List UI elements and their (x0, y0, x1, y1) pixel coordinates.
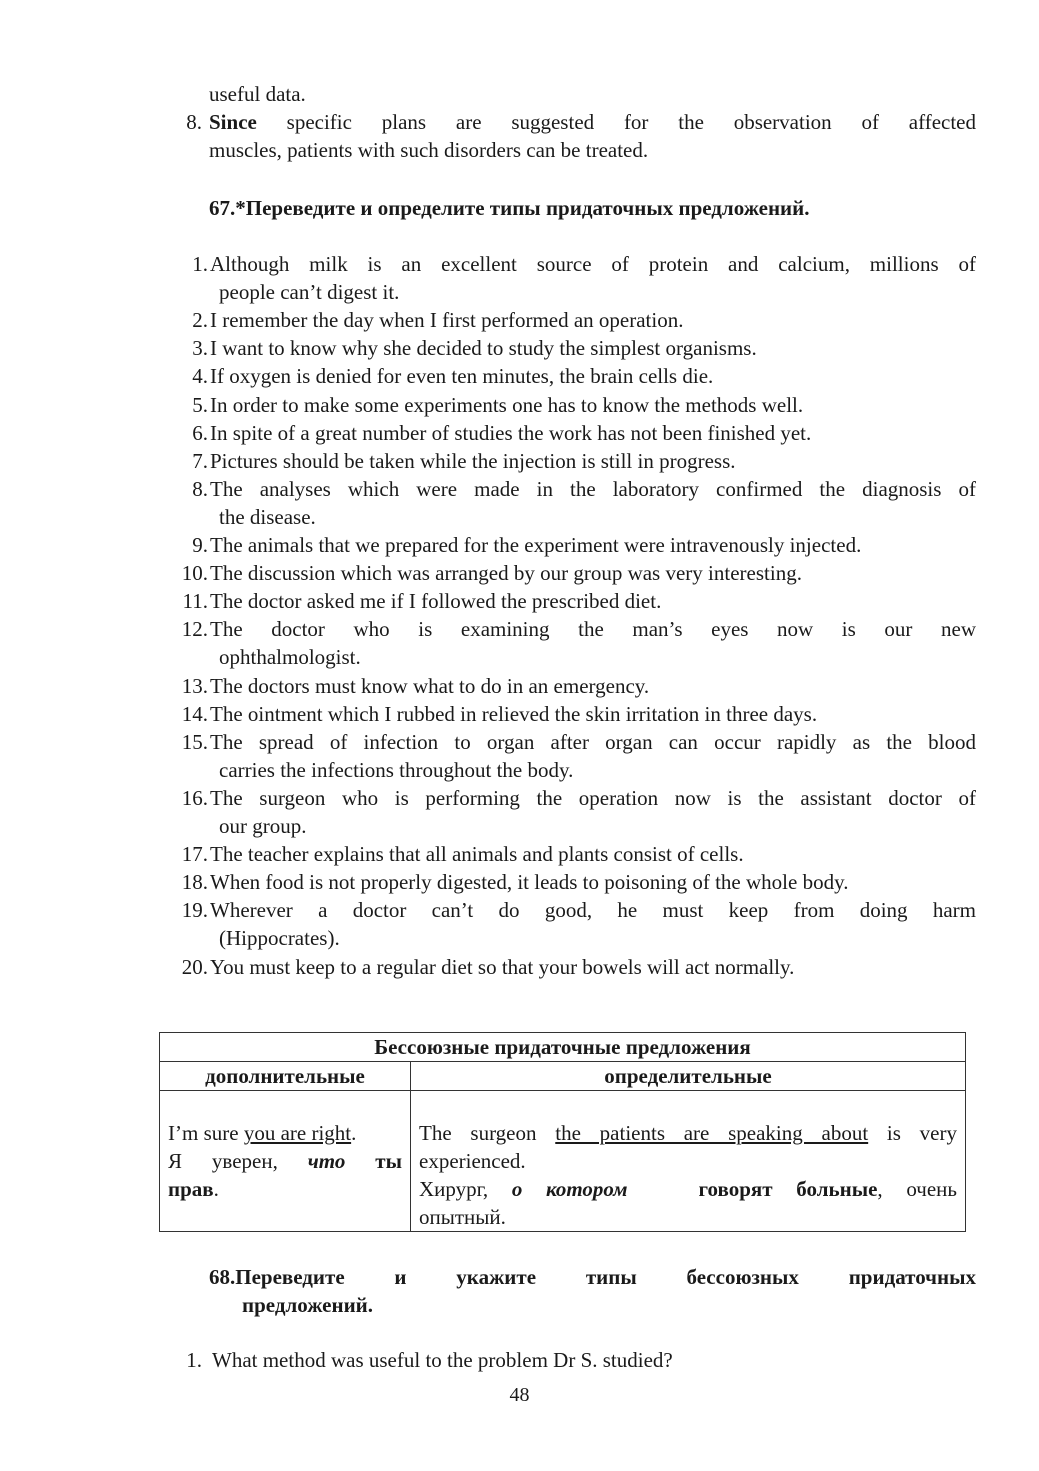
item-number: 16. (181, 785, 208, 810)
list-item-line: The animals that we prepared for the experiment were intravenously injected. (210, 533, 862, 557)
column-header: определительные (411, 1062, 966, 1091)
item-number: 8. (192, 476, 208, 501)
cell-line: опытный. (419, 1205, 506, 1229)
conjunction-word: что (307, 1149, 346, 1173)
item-number: 1. (186, 1348, 202, 1372)
list-item-line: The spread of infection to organ after organ can occur rapidly as the blood (210, 729, 976, 754)
exercise-heading: предложений. (242, 1293, 374, 1317)
item-number: 11. (182, 589, 208, 614)
list-item-line: When food is not properly digested, it leads to poisoning of the whole body. (210, 870, 849, 895)
list-item-line: What method was useful to the problem Dr S. studied? (212, 1348, 673, 1372)
list-item-line: Pictures should be taken while the injection is still in progress. (210, 448, 736, 473)
item-number: 3. (192, 336, 208, 361)
underlined-clause: the patients are speaking about (555, 1121, 869, 1145)
list-item-line (209, 108, 976, 136)
list-item-line: In order to make some experiments one has to know the methods well. (210, 392, 804, 417)
cell-text: , очень (877, 1177, 957, 1201)
list-item-line: The doctor asked me if I followed the prescribed diet. (210, 589, 662, 614)
item-number: 14. (181, 701, 208, 726)
cell-text: Хирург, (419, 1177, 512, 1201)
item-number: 9. (192, 533, 208, 557)
table-cell (160, 1091, 411, 1232)
cell-text: The surgeon (419, 1121, 556, 1145)
item-number: 17. (181, 842, 208, 867)
list-item-line: I remember the day when I first performed an operation. (210, 308, 684, 333)
item-number: 8. (186, 110, 202, 134)
page-number: 48 (509, 1384, 530, 1406)
list-item-line: In spite of a great number of studies the work has not been finished yet. (210, 420, 812, 445)
list-item-line: If oxygen is denied for even ten minutes, the brain cells die. (210, 364, 714, 389)
continuation-line: useful data. (209, 82, 306, 106)
list-item-line: ophthalmologist. (219, 645, 361, 670)
item-number: 15. (181, 729, 208, 754)
cell-line (419, 1119, 957, 1147)
cell-text: is very (868, 1121, 957, 1145)
cell-text: . (351, 1121, 357, 1145)
list-item-line: Although milk is an excellent source of protein and calcium, millions of (210, 252, 976, 276)
item-number: 13. (181, 673, 208, 698)
item-number: 4. (192, 364, 208, 389)
list-item-line: carries the infections throughout the body. (219, 757, 574, 782)
table-cell (411, 1091, 966, 1232)
cell-line (168, 1119, 402, 1147)
list-item-line: The teacher explains that all animals and plants consist of cells. (210, 842, 744, 867)
item-number: 2. (192, 308, 208, 333)
column-header: дополнительные (160, 1062, 411, 1091)
item-number: 7. (192, 448, 208, 473)
cell-text: ты (345, 1149, 402, 1173)
list-item-line: The doctor who is examining the man’s eyes now is our new (210, 617, 976, 642)
table-title: Бессоюзные придаточные предложения (160, 1033, 966, 1062)
list-item-line: The analyses which were made in the laboratory confirmed the diagnosis of (210, 476, 976, 501)
cell-text: прав (168, 1177, 214, 1201)
item-number: 12. (181, 617, 208, 642)
cell-line: experienced. (419, 1149, 526, 1173)
cell-line (168, 1147, 402, 1175)
list-item-line: muscles, patients with such disorders can be treated. (209, 138, 649, 162)
list-item-line: I want to know why she decided to study the simplest organisms. (210, 336, 757, 361)
list-item-line: our group. (219, 814, 307, 838)
relative-word: о котором (511, 1177, 628, 1201)
underlined-clause: you are right (243, 1121, 352, 1145)
cell-text: I’m sure (168, 1121, 244, 1145)
cell-line (168, 1175, 402, 1203)
item-number: 20. (181, 954, 208, 979)
cell-line (419, 1175, 957, 1203)
bold-word: Since (209, 110, 257, 134)
list-item-line: The doctors must know what to do in an emergency. (210, 673, 650, 698)
list-item-line: The surgeon who is performing the operation now is the assistant doctor of (210, 785, 976, 810)
list-item-line: the disease. (219, 504, 316, 529)
item-number: 6. (192, 420, 208, 445)
item-number: 19. (181, 898, 208, 923)
list-item-line: You must keep to a regular diet so that your bowels will act normally. (210, 954, 795, 979)
cell-text: . (213, 1177, 219, 1201)
cell-text: говорят больные (698, 1177, 878, 1201)
item-text: specific plans are suggested for the observation of affected (256, 110, 976, 134)
item-number: 1. (192, 252, 208, 276)
list-item-line: people can’t digest it. (219, 280, 400, 305)
list-item-line: (Hippocrates). (219, 926, 340, 951)
exercise-heading: 68.Переведите и укажите типы бессоюзных придаточных (209, 1265, 976, 1289)
list-item-line: The discussion which was arranged by our group was very interesting. (210, 561, 802, 586)
list-item-line: The ointment which I rubbed in relieved the skin irritation in three days. (210, 701, 818, 726)
item-number: 5. (192, 392, 208, 417)
item-number: 18. (181, 870, 208, 895)
exercise-heading: 67.*Переведите и определите типы придаточных предложений. (209, 196, 810, 220)
list-item-line: Wherever a doctor can’t do good, he must keep from doing harm (210, 898, 976, 923)
grammar-table (159, 1032, 966, 1232)
item-number: 10. (181, 561, 208, 586)
cell-text: Я уверен, (168, 1149, 308, 1173)
